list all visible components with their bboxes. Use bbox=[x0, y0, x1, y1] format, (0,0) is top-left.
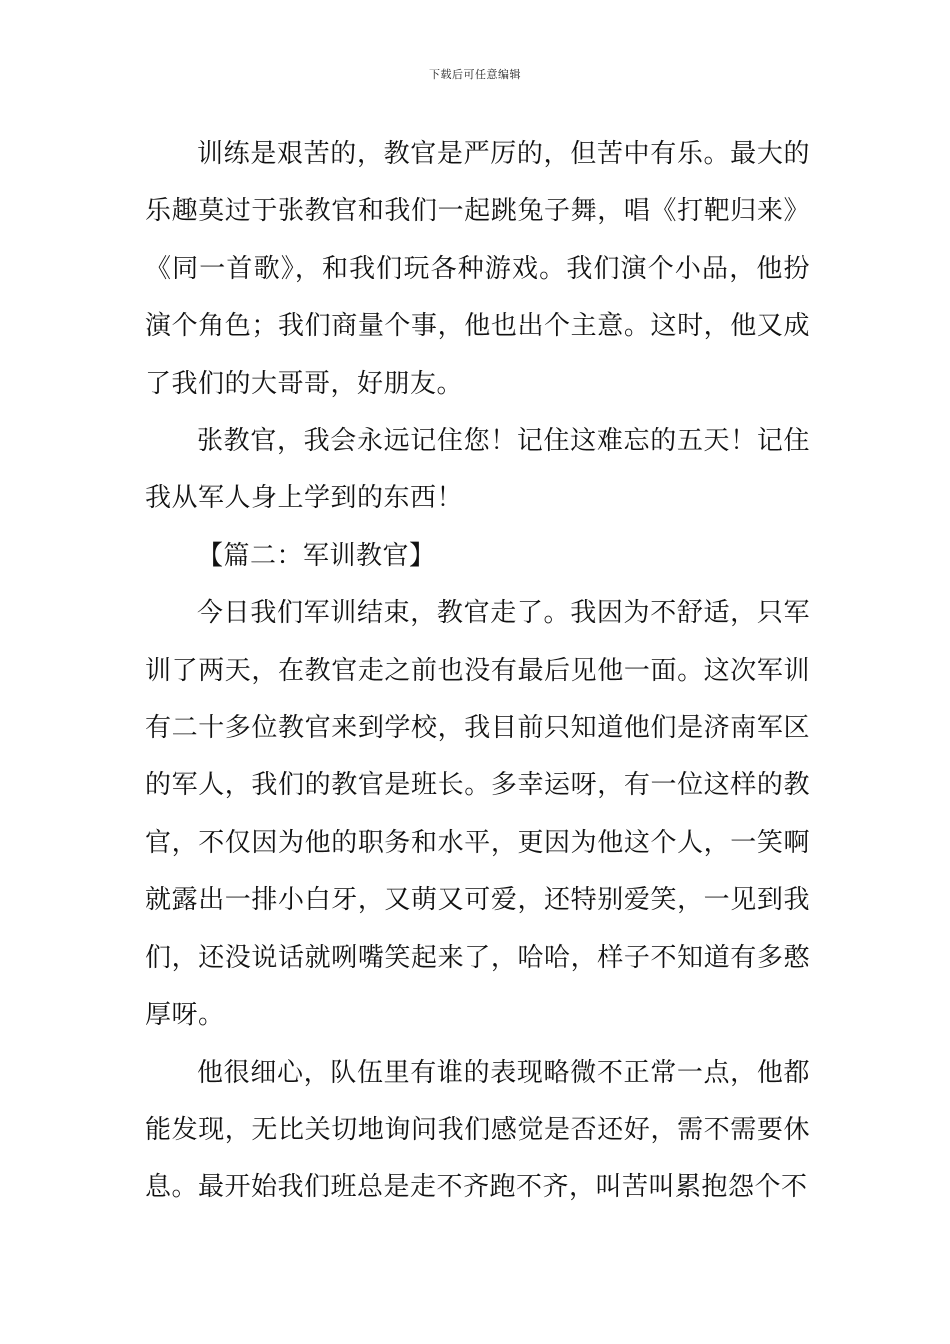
paragraph-1: 训练是艰苦的，教官是严厉的，但苦中有乐。最大的乐趣莫过于张教官和我们一起跳兔子舞，唱《打靶归来》《同一首歌》，和我们玩各种游戏。我们演个小品，他扮演个角色；我们商量个事，他也出个主意。这时，他又成了我们的大哥哥，好朋友。 bbox=[145, 139, 810, 399]
document-body bbox=[145, 126, 810, 1217]
paragraph-3: 今日我们军训结束，教官走了。我因为不舒适，只军训了两天，在教官走之前也没有最后见他一面。这次军训有二十多位教官来到学校，我目前只知道他们是济南军区的军人，我们的教官是班长。多幸运呀，有一位这样的教官，不仅因为他的职务和水平，更因为他这个人，一笑啊就露出一排小白牙，又萌又可爱，还特别爱笑，一见到我们，还没说话就咧嘴笑起来了，哈哈，样子不知道有多憨厚呀。 bbox=[145, 598, 810, 1031]
page-header: 下载后可任意编辑 bbox=[429, 68, 521, 81]
paragraph-2: 张教官，我会永远记住您！记住这难忘的五天！记住我从军人身上学到的东西！ bbox=[145, 426, 810, 514]
section-title: 【篇二：军训教官】 bbox=[197, 540, 436, 571]
paragraph-4: 他很细心，队伍里有谁的表现略微不正常一点，他都能发现，无比关切地询问我们感觉是否还好，需不需要休息。最开始我们班总是走不齐跑不齐，叫苦叫累抱怨个不 bbox=[145, 1057, 810, 1203]
